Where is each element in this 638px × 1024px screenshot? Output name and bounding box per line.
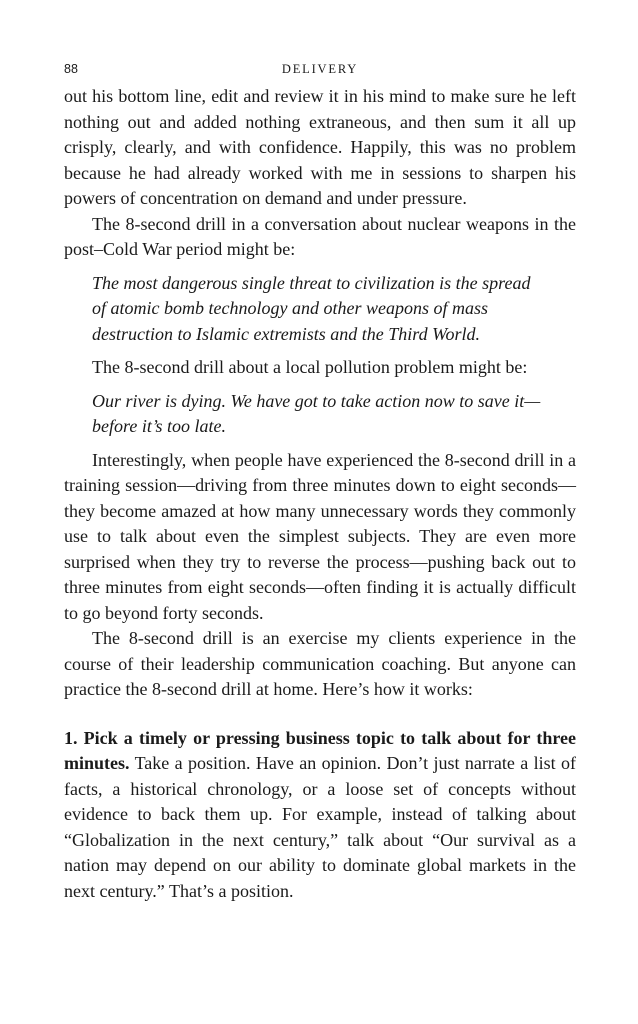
quote-pollution: Our river is dying. We have got to take action now to save it— before it’s too late. [92, 390, 541, 436]
step-1-text: Take a position. Have an opinion. Don’t just narrate a list of facts, a historical chronology, or a loose set of concepts without evidence to back them up. For example, instead of talking about “Globalization in the next century,” talk about “Our survival as a nation may depend on our ability to dominate global markets in the next century.” That’s a position. [64, 753, 576, 901]
body-text [64, 84, 576, 904]
step-1 [64, 726, 576, 905]
running-head [64, 58, 576, 84]
book-page [64, 58, 576, 904]
page-number: 88 [64, 62, 78, 76]
quote-nuclear: The most dangerous single threat to civilization is the spread of atomic bomb technology and other weapons of mass destruction to Islamic extremists and the Third World. [92, 272, 531, 344]
paragraph-exercise: The 8-second drill is an exercise my clients experience in the course of their leadership communication coaching. But anyone can practice the 8-second drill at home. Here’s how it works: [64, 628, 576, 699]
paragraph-continued: out his bottom line, edit and review it in his mind to make sure he left nothing out and added nothing extraneous, and then sum it all up crisply, clearly, and with confidence. Happily, this was no problem because he had already worked with me in sessions to sharpen his powers of concentration on demand and under pressure. [64, 86, 576, 208]
paragraph-interestingly: Interestingly, when people have experienced the 8-second drill in a training session—driving from three minutes down to eight seconds—they become amazed at how many unnecessary words they commonly use to talk about even the simplest subjects. They are even more surprised when they try to reverse the process—pushing back out to three minutes from eight seconds—often finding it is actually difficult to go beyond forty seconds. [64, 449, 576, 623]
step-1-lead: 1. Pick a timely or pressing business topic to talk about for three minutes. [64, 727, 576, 773]
running-title: DELIVERY [281, 62, 359, 76]
paragraph-pollution-example: The 8-second drill about a local pollution problem might be: [92, 357, 528, 377]
paragraph-nuclear-example: The 8-second drill in a conversation about nuclear weapons in the post–Cold War period might be: [64, 213, 576, 259]
